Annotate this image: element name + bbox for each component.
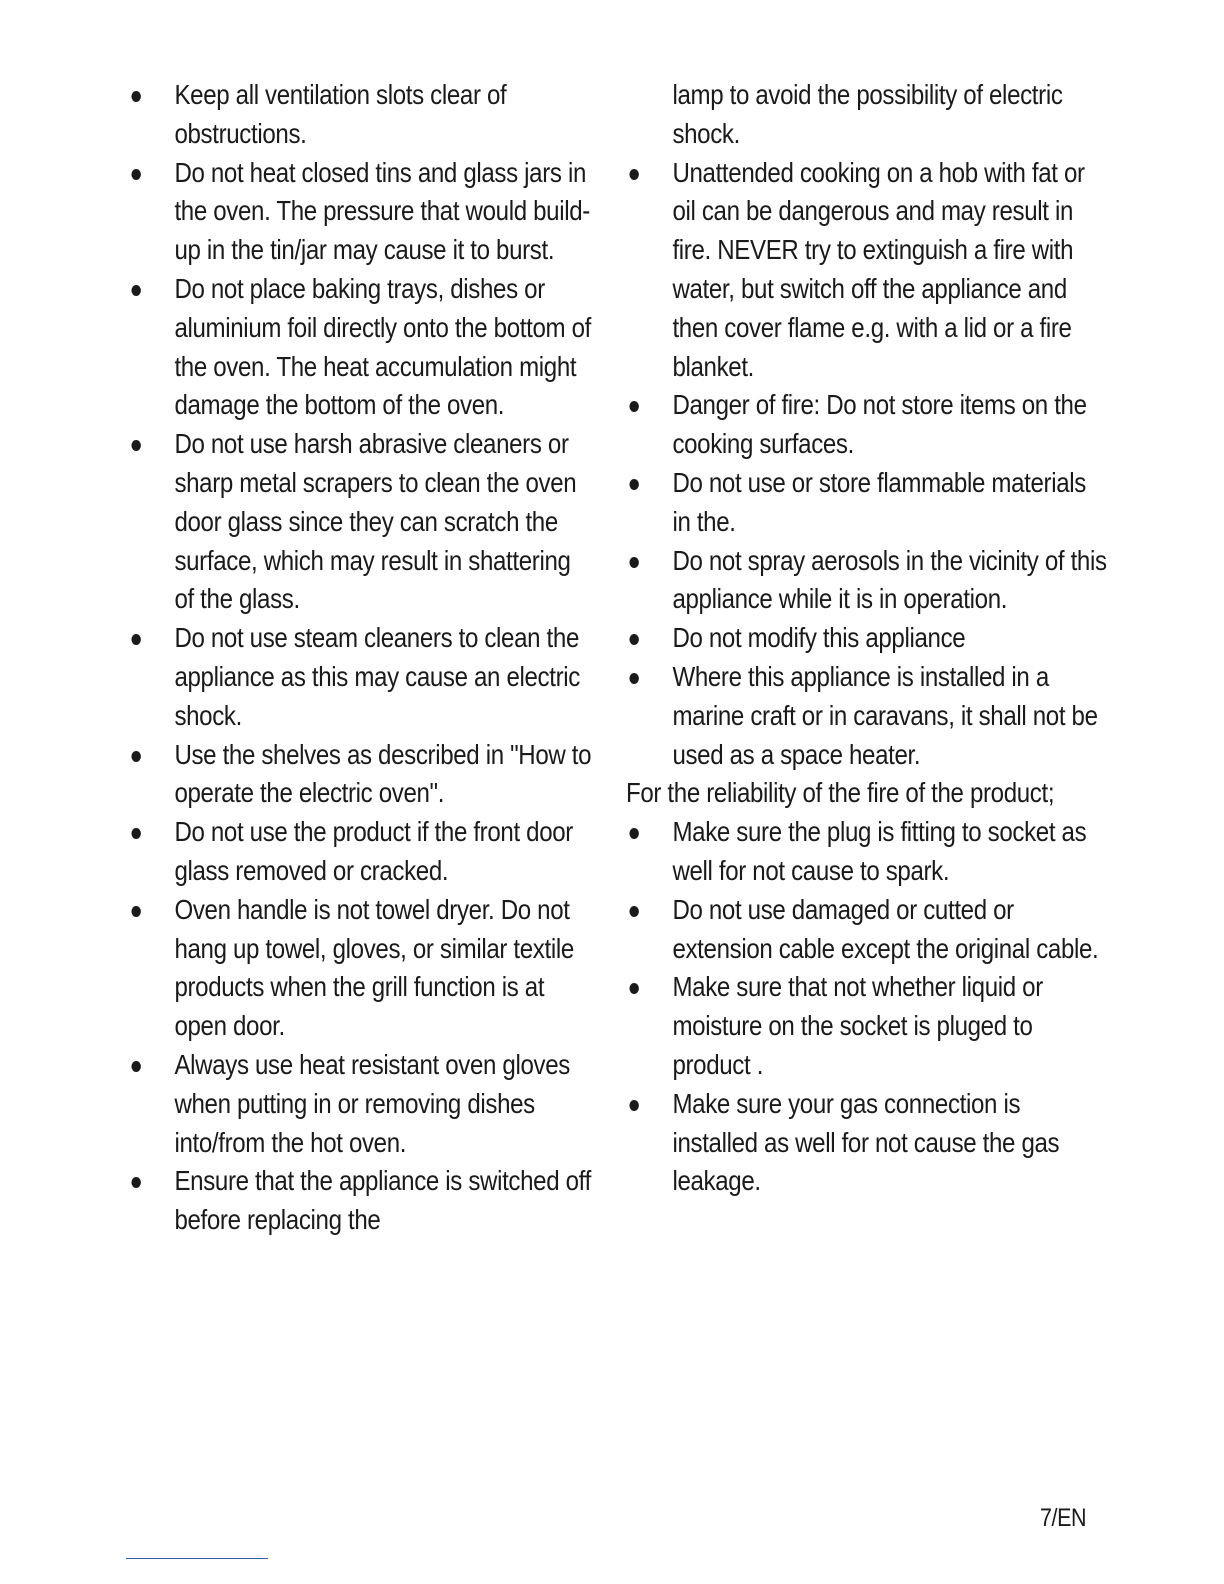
list-item: Make sure the plug is fitting to socket as well for not cause to spark. [626,813,1108,891]
list-item: Do not use or store flammable materials in the. [626,464,1108,542]
list-item: Do not use damaged or cutted or extension cable except the original cable. [626,891,1108,969]
list-item: Do not spray aerosols in the vicinity of this appliance while it is in operation. [626,542,1108,620]
list-item: Do not heat closed tins and glass jars in the oven. The pressure that would build-up in the tin/jar may cause it to burst. [128,154,592,270]
list-item: Make sure that not whether liquid or moisture on the socket is pluged to product . [626,968,1108,1084]
safety-list-left [128,76,592,1240]
safety-list-right [626,154,1108,775]
list-item: Do not use the product if the front door glass removed or cracked. [128,813,592,891]
right-column [626,76,1108,1201]
list-item: Do not use harsh abrasive cleaners or sharp metal scrapers to clean the oven door glass since they can scratch the surface, which may result in shattering of the glass. [128,425,592,619]
list-item: Use the shelves as described in "How to operate the electric oven". [128,736,592,814]
list-item-continuation: lamp to avoid the possibility of electric shock. [672,79,1063,149]
footer-divider [126,1558,268,1559]
list-item: Danger of fire: Do not store items on the cooking surfaces. [626,386,1108,464]
list-item: Keep all ventilation slots clear of obstructions. [128,76,592,154]
list-item: Oven handle is not towel dryer. Do not hang up towel, gloves, or similar textile products when the grill function is at open door. [128,891,592,1046]
list-item: Do not use steam cleaners to clean the appliance as this may cause an electric shock. [128,619,592,735]
page-number: 7/EN [1040,1504,1087,1532]
left-column [128,76,592,1240]
list-item: Make sure your gas connection is installed as well for not cause the gas leakage. [626,1085,1108,1201]
list-item: Ensure that the appliance is switched off before replacing the [128,1162,592,1240]
list-item: Do not modify this appliance [626,619,1108,658]
list-item: Always use heat resistant oven gloves when putting in or removing dishes into/from the hot oven. [128,1046,592,1162]
list-item: Do not place baking trays, dishes or aluminium foil directly onto the bottom of the oven. The heat accumulation might damage the bottom of the oven. [128,270,592,425]
list-item: Unattended cooking on a hob with fat or oil can be dangerous and may result in fire. NEVER try to extinguish a fire with water, but switch off the appliance and then cover flame e.g. with a lid or a fire blanket. [626,154,1108,387]
list-item: Where this appliance is installed in a marine craft or in caravans, it shall not be used as a space heater. [626,658,1108,774]
section-intro: For the reliability of the fire of the product; [626,777,1055,809]
reliability-list [626,813,1108,1201]
